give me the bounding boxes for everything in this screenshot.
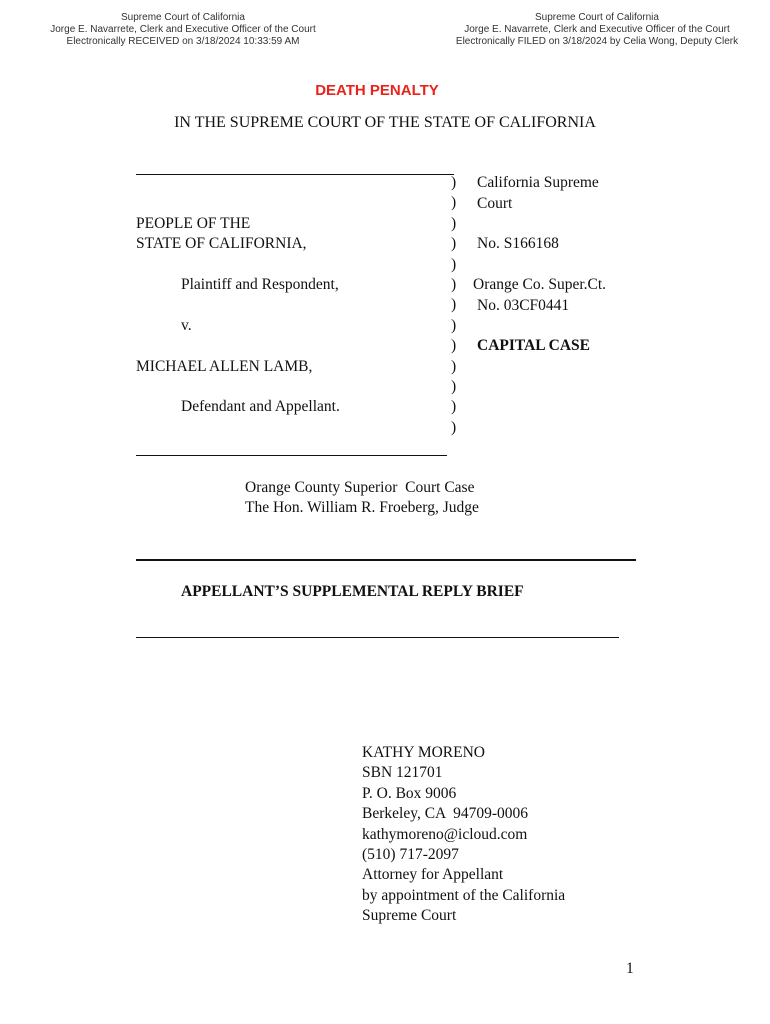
- title-bottom-rule: [136, 637, 619, 638]
- paren: ): [451, 214, 457, 232]
- paren: ): [451, 398, 457, 416]
- party1-role: Plaintiff and Respondent,: [181, 276, 339, 293]
- brief-title: APPELLANT’S SUPPLEMENTAL REPLY BRIEF: [181, 583, 524, 600]
- paren: ): [451, 194, 457, 212]
- attorney-city: Berkeley, CA 94709-0006: [362, 805, 529, 823]
- paren: ): [451, 275, 457, 293]
- attorney-block: [362, 743, 565, 927]
- title-top-rule: [136, 559, 636, 561]
- lower-court-info: [245, 478, 479, 519]
- case-number: No. S166168: [477, 235, 559, 252]
- versus: v.: [181, 317, 192, 334]
- paren: ): [451, 316, 457, 334]
- attorney-role: Attorney for Appellant: [362, 866, 504, 884]
- party1-line2: STATE OF CALIFORNIA,: [136, 235, 307, 252]
- attorney-phone: (510) 717-2097: [362, 846, 459, 864]
- stamp-line: Electronically FILED on 3/18/2024 by Celia Wong, Deputy Clerk: [455, 36, 739, 47]
- filed-stamp: [432, 12, 762, 48]
- superior-court-number: No. 03CF0441: [477, 297, 570, 314]
- stamp-line: Jorge E. Navarrete, Clerk and Executive Officer of the Court: [464, 24, 730, 35]
- paren: ): [451, 337, 457, 355]
- paren: ): [451, 174, 457, 191]
- party2-name: MICHAEL ALLEN LAMB,: [136, 358, 313, 375]
- attorney-appointment: by appointment of the California: [362, 886, 566, 904]
- caption-parentheses: [451, 173, 463, 438]
- paren: ): [451, 255, 457, 273]
- capital-case-label: CAPITAL CASE: [477, 337, 590, 354]
- attorney-email: kathymoreno@icloud.com: [362, 825, 528, 843]
- attorney-sbn: SBN 121701: [362, 764, 443, 782]
- received-stamp: [18, 12, 348, 48]
- stamp-line: Electronically RECEIVED on 3/18/2024 10:33:59 AM: [66, 36, 300, 47]
- page-number: 1: [626, 960, 634, 977]
- death-penalty-label: DEATH PENALTY: [315, 82, 439, 99]
- stamp-line: Supreme Court of California: [535, 12, 659, 23]
- paren: ): [451, 418, 457, 436]
- lower-court-line2: The Hon. William R. Froeberg, Judge: [245, 499, 479, 517]
- stamp-line: Jorge E. Navarrete, Clerk and Executive Officer of the Court: [50, 24, 316, 35]
- court-name-line2: Court: [477, 195, 513, 212]
- attorney-appointment-court: Supreme Court: [362, 907, 457, 925]
- court-heading: IN THE SUPREME COURT OF THE STATE OF CALIFORNIA: [174, 114, 596, 131]
- paren: ): [451, 235, 457, 253]
- superior-court-line1: Orange Co. Super.Ct.: [473, 276, 607, 293]
- party2-role: Defendant and Appellant.: [181, 398, 340, 415]
- caption-bottom-rule: [136, 455, 447, 456]
- caption-top-rule: [136, 174, 454, 175]
- paren: ): [451, 377, 457, 395]
- attorney-po-box: P. O. Box 9006: [362, 784, 457, 802]
- court-name-line1: California Supreme: [477, 174, 599, 191]
- paren: ): [451, 296, 457, 314]
- party1-line1: PEOPLE OF THE: [136, 215, 251, 232]
- lower-court-line1: Orange County Superior Court Case: [245, 479, 475, 496]
- stamp-line: Supreme Court of California: [121, 12, 245, 23]
- attorney-name: KATHY MORENO: [362, 744, 485, 761]
- paren: ): [451, 357, 457, 375]
